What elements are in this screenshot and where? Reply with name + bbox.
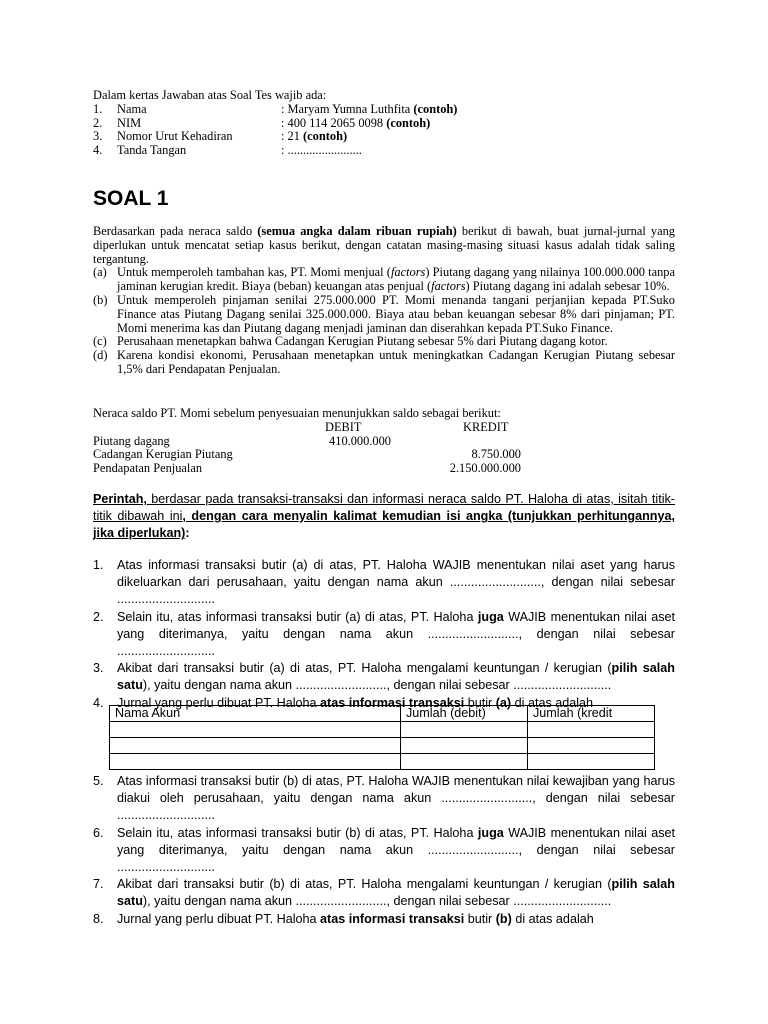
journal-table <box>109 705 655 770</box>
problem-description <box>93 225 675 377</box>
case-item: (b) Untuk memperoleh pinjaman senilai 275.000.000 PT. Momi menanda tangani perjanjian kepada PT.Suko Finance atas Piutang Dagang senilai 325.000.000. Biaya atau beban keuangan sebesar 8% dari pinjaman; PT. Momi menerima kas dan Piutang dagang menjadi jaminan dan diserahkan kepada PT.Suko Finance. <box>93 292 675 335</box>
question-number: 8. <box>93 911 104 926</box>
account-name: Piutang dagang <box>93 433 170 448</box>
debit-header: DEBIT <box>325 419 362 434</box>
column-header-kredit: Jumlah (kredit <box>528 706 655 722</box>
requirement-label: NIM <box>117 115 142 130</box>
description-paragraph: Berdasarkan pada neraca saldo (semua angka dalam ribuan rupiah) berikut di bawah, buat jurnal-jurnal yang diperlukan untuk mencatat setiap kasus berikut, dengan catatan masing-masing situasi kasus adalah tidak saling tergantung. <box>93 224 675 266</box>
case-item: (c) Perusahaan menetapkan bahwa Cadangan Kerugian Piutang sebesar 5% dari Piutang dagang kotor. <box>93 334 608 349</box>
section-heading: SOAL 1 <box>93 187 169 210</box>
requirement-value: : 21 (contoh) <box>281 129 348 144</box>
question-item <box>93 876 675 910</box>
requirements-intro: Dalam kertas Jawaban atas Soal Tes wajib ada: <box>93 88 327 102</box>
question-text: Selain itu, atas informasi transaksi butir (a) di atas, PT. Haloha juga WAJIB menentukan nilai aset yang diterimanya, yaitu dengan nama akun .........................., dengan nilai sebesar ............................ <box>117 609 676 659</box>
question-number: 7. <box>93 877 104 892</box>
question-text: Atas informasi transaksi butir (a) di atas, PT. Haloha WAJIB menentukan nilai aset yang harus dikeluarkan dari perusahaan, yaitu dengan nama akun .........................., dengan nilai sebesar ............................ <box>117 558 675 607</box>
requirement-number: 3. <box>93 129 103 144</box>
journal-table-row <box>110 722 655 738</box>
question-text: Akibat dari transaksi butir (b) di atas, PT. Haloha mengalami keuntungan / kerugian (pilih salah satu), yaitu dengan nama akun .........................., dengan nilai sebesar ............................ <box>117 877 675 909</box>
journal-cell-kredit[interactable] <box>528 722 655 738</box>
requirements-section <box>93 89 675 158</box>
question-number: 5. <box>93 774 104 788</box>
questions-case-a <box>93 557 675 712</box>
case-marker: (a) <box>93 265 107 280</box>
case-marker: (d) <box>93 348 108 363</box>
requirement-row <box>93 117 675 131</box>
questions-case-b <box>93 773 675 928</box>
journal-cell-kredit[interactable] <box>528 738 655 754</box>
trial-balance-row <box>93 462 675 476</box>
column-header-account: Nama Akun <box>110 706 401 722</box>
trial-balance-intro: Neraca saldo PT. Momi sebelum penyesuaian menunjukkan saldo sebagai berikut: <box>93 406 501 420</box>
requirement-row <box>93 130 675 144</box>
instruction-paragraph: Perintah, berdasar pada transaksi-transaksi dan informasi neraca saldo PT. Haloha di atas, isitah titik-titik dibawah ini, dengan cara menyalin kalimat kemudian isi angka (tunjukkan perhitungannya, jika diperlukan): <box>93 492 675 541</box>
question-number: 2. <box>93 609 104 624</box>
journal-cell-account[interactable] <box>110 754 401 770</box>
debit-amount: 410.000.000 <box>329 433 391 448</box>
requirement-value: : Maryam Yumna Luthfita (contoh) <box>281 101 458 116</box>
question-item <box>93 773 675 825</box>
requirement-label: Nomor Urut Kehadiran <box>117 129 233 144</box>
question-number: 6. <box>93 825 104 840</box>
case-marker: (b) <box>93 292 108 307</box>
requirement-value: : ........................ <box>281 143 362 158</box>
journal-table-row <box>110 738 655 754</box>
requirement-row <box>93 103 675 117</box>
kredit-amount: 8.750.000 <box>471 447 521 462</box>
trial-balance <box>93 407 675 476</box>
requirement-number: 4. <box>93 143 103 158</box>
requirement-value: : 400 114 2065 0098 (contoh) <box>281 115 431 130</box>
question-number: 3. <box>93 661 104 676</box>
journal-cell-debit[interactable] <box>401 754 528 770</box>
requirement-label: Nama <box>117 101 147 116</box>
journal-table-header <box>110 706 655 722</box>
account-name: Cadangan Kerugian Piutang <box>93 447 233 462</box>
requirement-number: 2. <box>93 115 103 130</box>
journal-cell-account[interactable] <box>110 738 401 754</box>
account-name: Pendapatan Penjualan <box>93 461 203 476</box>
kredit-amount: 2.150.000.000 <box>449 461 521 476</box>
journal-cell-debit[interactable] <box>401 722 528 738</box>
question-number: 4. <box>93 695 104 710</box>
question-item <box>93 557 675 609</box>
case-item: (d) Karena kondisi ekonomi, Perusahaan menetapkan untuk meningkatkan Cadangan Kerugian Piutang sebesar 1,5% dari Pendapatan Penjualan. <box>93 348 675 376</box>
question-number: 1. <box>93 558 104 572</box>
case-marker: (c) <box>93 334 107 349</box>
requirement-number: 1. <box>93 101 103 116</box>
journal-cell-kredit[interactable] <box>528 754 655 770</box>
trial-balance-row <box>93 435 675 449</box>
question-text: Akibat dari transaksi butir (a) di atas, PT. Haloha mengalami keuntungan / kerugian (pilih salah satu), yaitu dengan nama akun .........................., dengan nilai sebesar ............................ <box>117 661 675 693</box>
question-text: Jurnal yang perlu dibuat PT. Haloha atas informasi transaksi butir (b) di atas adalah <box>117 911 594 926</box>
journal-table-row <box>110 754 655 770</box>
question-text: Atas informasi transaksi butir (b) di atas, PT. Haloha WAJIB menentukan nilai kewajiban yang harus diakui oleh perusahaan, yaitu dengan nama akun .........................., dengan nilai sebesar ............................ <box>117 774 675 823</box>
question-item <box>93 660 675 694</box>
requirement-label: Tanda Tangan <box>117 143 187 158</box>
trial-balance-row <box>93 448 675 462</box>
question-item <box>93 825 675 877</box>
journal-cell-debit[interactable] <box>401 738 528 754</box>
question-text: Selain itu, atas informasi transaksi butir (b) di atas, PT. Haloha juga WAJIB menentukan nilai aset yang diterimanya, yaitu dengan nama akun .........................., dengan nilai sebesar ............................ <box>117 825 676 875</box>
trial-balance-header <box>93 421 675 435</box>
case-item: (a) Untuk memperoleh tambahan kas, PT. Momi menjual (factors) Piutang dagang yang nilainya 100.000.000 tanpa jaminan kerugian kredit. Biaya (beban) keuangan atas penjual (factors) Piutang dagang ini adalah sebesar 10%. <box>93 265 676 294</box>
question-text: Jurnal yang perlu dibuat PT. Haloha atas informasi transaksi butir (a) di atas adalah <box>117 695 594 710</box>
column-header-debit: Jumlah (debit) <box>401 706 528 722</box>
question-item <box>93 609 675 661</box>
kredit-header: KREDIT <box>463 419 509 434</box>
requirement-row <box>93 144 675 158</box>
journal-cell-account[interactable] <box>110 722 401 738</box>
question-item <box>93 911 675 928</box>
